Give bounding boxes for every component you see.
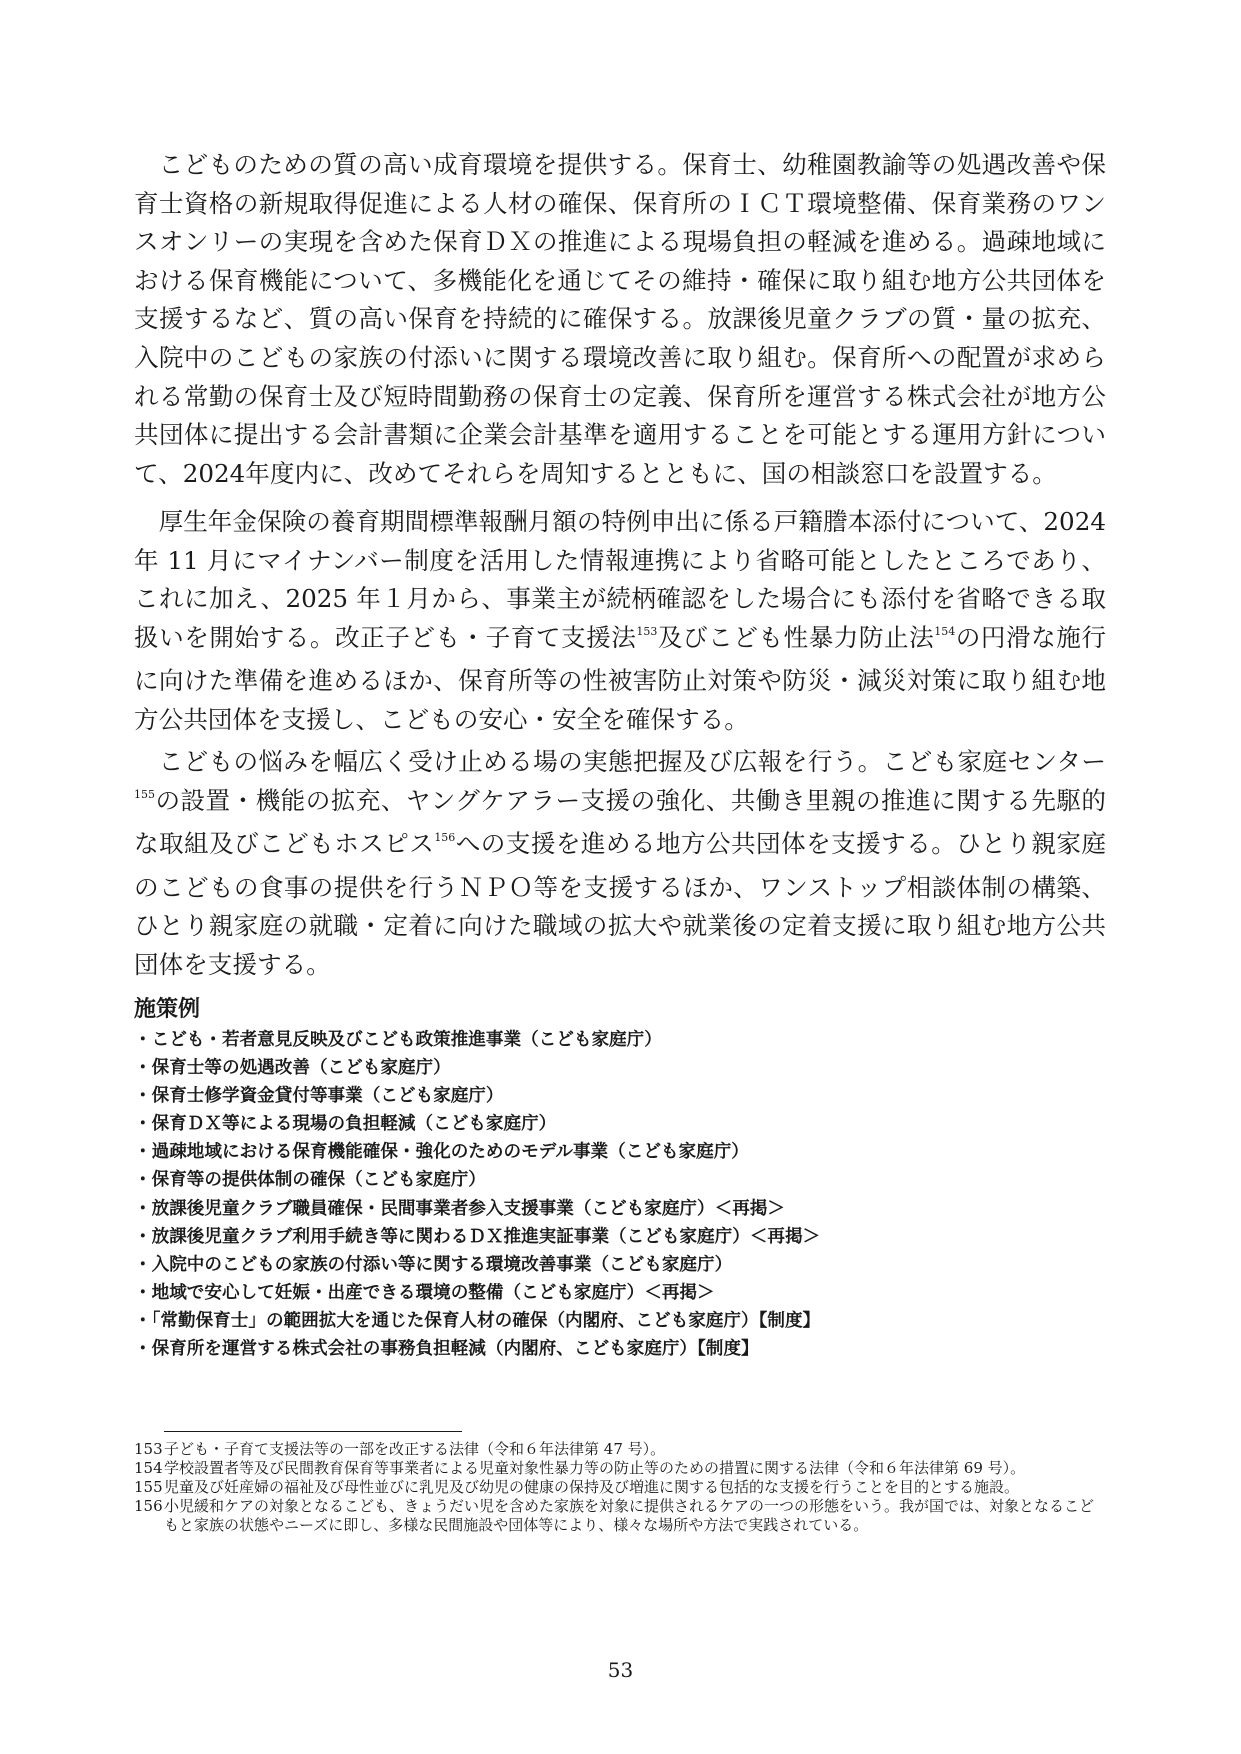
footnote-text: 小児緩和ケアの対象となるこども、きょうだい児を含めた家族を対象に提供されるケアの一つの形態をいう。我が国では、対象となるこどもと家族の状態やニーズに即し、多様な民間施設や団体等により、様々な場所や方法で実践されている。 xyxy=(164,1497,1095,1534)
measure-item: ・こども・若者意見反映及びこども政策推進事業（こども家庭庁） xyxy=(134,1030,662,1050)
paragraph-3-text-b: の設置・機能の拡充、ヤングケアラー支援の強化、共働き里親の推進に関する先駆的な取組及びこどもホスピス xyxy=(134,785,1106,859)
measures-list xyxy=(134,1026,1106,1363)
footnote-number: 154 xyxy=(134,1459,163,1477)
footnote-divider xyxy=(164,1431,462,1432)
measure-item: ・過疎地域における保育機能確保・強化のためのモデル事業（こども家庭庁） xyxy=(134,1142,749,1163)
footnote-number: 155 xyxy=(134,1478,163,1496)
paragraph-3-text-a: こどもの悩みを幅広く受け止める場の実態把握及び広報を行う。こども家庭センター xyxy=(158,747,1106,776)
footnote-ref-155[interactable]: 155 xyxy=(134,787,155,801)
footnote-ref-154[interactable]: 154 xyxy=(934,624,956,638)
paragraph-3-text-c: への支援を進める地方公共団体を支援する。ひとり親家庭のこどもの食事の提供を行うＮＰＯ等を支援するほか、ワンストップ相談体制の構築、ひとり親家庭の就職・定着に向けた職域の拡大や就業後の定着支援に取り組む地方公共団体を支援する。 xyxy=(134,829,1106,979)
footnote-text: 学校設置者等及び民間教育保育等事業者による児童対象性暴力等の防止等のための措置に関する法律（令和６年法律第 69 号）。 xyxy=(164,1459,1026,1477)
footnote-text: 子ども・子育て支援法等の一部を改正する法律（令和６年法律第 47 号）。 xyxy=(164,1440,666,1458)
measure-item: ・保育ＤＸ等による現場の負担軽減（こども家庭庁） xyxy=(134,1114,557,1135)
body-paragraph-3 xyxy=(134,743,1106,985)
footnote-ref-156[interactable]: 156 xyxy=(434,831,456,845)
footnote-153 xyxy=(134,1440,1106,1459)
measure-item: ・保育所を運営する株式会社の事務負担軽減（内閣府、こども家庭庁）【制度】 xyxy=(134,1339,759,1360)
measure-item: ・放課後児童クラブ利用手続き等に関わるＤＸ推進実証事業（こども家庭庁）＜再掲＞ xyxy=(134,1226,821,1247)
body-paragraph-2 xyxy=(134,503,1106,740)
measure-item: ・保育等の提供体制の確保（こども家庭庁） xyxy=(134,1170,486,1191)
measure-item: ・入院中のこどもの家族の付添い等に関する環境改善事業（こども家庭庁） xyxy=(134,1254,733,1275)
body-paragraph-1: こどものための質の高い成育環境を提供する。保育士、幼稚園教諭等の処遇改善や保育士資格の新規取得促進による人材の確保、保育所のＩＣＴ環境整備、保育業務のワンスオンリーの実現を含めた保育ＤＸの推進による現場負担の軽減を進める。過疎地域における保育機能について、多機能化を通じてその維持・確保に取り組む地方公共団体を支援するなど、質の高い保育を持続的に確保する。放課後児童クラブの質・量の拡充、入院中のこどもの家族の付添いに関する環境改善に取り組む。保育所への配置が求められる常勤の保育士及び短時間勤務の保育士の定義、保育所を運営する株式会社が地方公共団体に提出する会計書類に企業会計基準を適用することを可能とする運用方針について、2024年度内に、改めてそれらを周知するとともに、国の相談窓口を設置する。 xyxy=(134,150,1106,488)
footnotes-list xyxy=(134,1440,1106,1535)
paragraph-2-text-c: の円滑な施行に向けた準備を進めるほか、保育所等の性被害防止対策や防災・減災対策に取り組む地方公共団体を支援し、こどもの安心・安全を確保する。 xyxy=(134,622,1106,734)
footnote-number: 153 xyxy=(134,1440,163,1458)
measures-heading: 施策例 xyxy=(134,997,201,1022)
footnote-156 xyxy=(134,1497,1106,1535)
measure-item: ・地域で安心して妊娠・出産できる環境の整備（こども家庭庁）＜再掲＞ xyxy=(134,1282,715,1303)
footnote-text: 児童及び妊産婦の福祉及び母性並びに乳児及び幼児の健康の保持及び増進に関する包括的な支援を行うことを目的とする施設。 xyxy=(164,1478,1020,1496)
footnote-number: 156 xyxy=(134,1497,163,1515)
page-number: 53 xyxy=(607,1658,634,1682)
paragraph-2-text-b: 及びこども性暴力防止法 xyxy=(657,622,935,652)
footnote-155 xyxy=(134,1478,1106,1497)
measure-item: ・保育士等の処遇改善（こども家庭庁） xyxy=(134,1058,451,1079)
paragraph-2-text-a: 厚生年金保険の養育期間標準報酬月額の特例申出に係る戸籍謄本添付について、2024年 11 月にマイナンバー制度を活用した情報連携により省略可能としたところであり、これに加え、2025 年１月から、事業主が続柄確認をした場合にも添付を省略できる取扱いを開始する。改正子ども・子育て支援法 xyxy=(134,507,1106,652)
measure-item: ・放課後児童クラブ職員確保・民間事業者参入支援事業（こども家庭庁）＜再掲＞ xyxy=(134,1198,785,1219)
measure-item: ・「常勤保育士」の範囲拡大を通じた保育人材の確保（内閣府、こども家庭庁）【制度】 xyxy=(134,1310,821,1331)
footnote-154 xyxy=(134,1459,1106,1478)
footnote-ref-153[interactable]: 153 xyxy=(636,624,658,638)
measure-item: ・保育士修学資金貸付等事業（こども家庭庁） xyxy=(134,1086,504,1107)
